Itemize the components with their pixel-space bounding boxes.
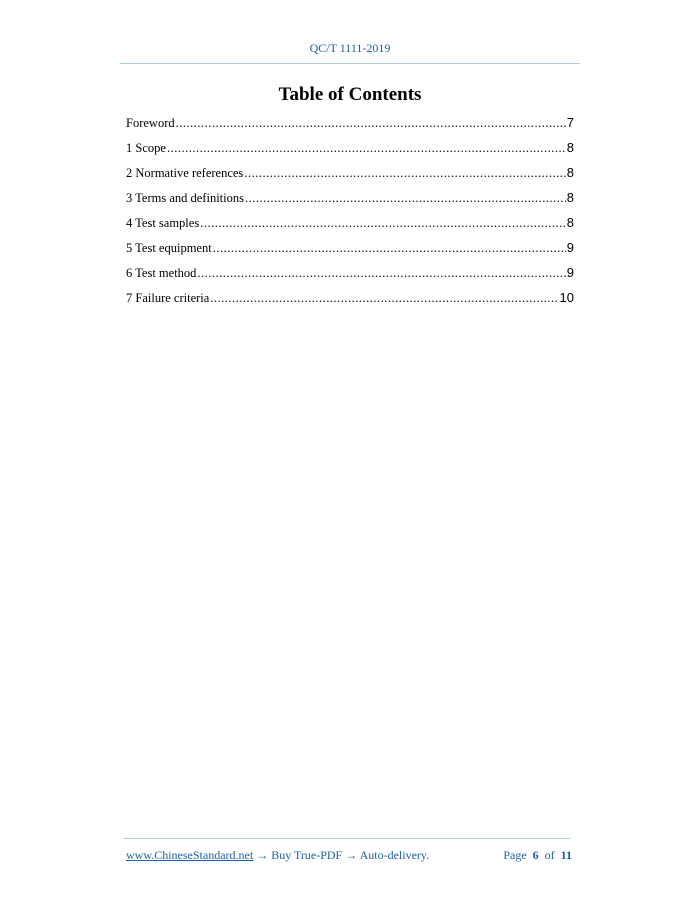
footer-divider: [124, 838, 570, 839]
toc-entry-page: 8: [566, 190, 574, 205]
total-pages-number: 11: [560, 848, 572, 862]
toc-leader-dots: [200, 216, 566, 231]
toc-entry-label: 6 Test method: [126, 266, 197, 280]
toc-entry-label: 7 Failure criteria: [126, 291, 210, 305]
toc-entry-page: 7: [566, 115, 574, 130]
toc-entry-test-equipment[interactable]: [126, 240, 574, 265]
footer-promo: [126, 848, 429, 863]
toc-leader-dots: [197, 266, 565, 281]
buy-true-pdf-link[interactable]: Buy True-PDF: [271, 848, 343, 862]
toc-leader-dots: [213, 241, 566, 256]
toc-entry-label: 5 Test equipment: [126, 241, 212, 255]
toc-entry-normative-references[interactable]: [126, 165, 574, 190]
toc-title: Table of Contents: [278, 84, 422, 105]
toc-list: [126, 115, 574, 315]
toc-leader-dots: [176, 116, 566, 131]
toc-entry-failure-criteria[interactable]: [126, 290, 574, 315]
toc-entry-page: 8: [566, 215, 574, 230]
toc-entry-scope[interactable]: [126, 140, 574, 165]
auto-delivery-text: Auto-delivery.: [359, 848, 430, 862]
toc-entry-foreword[interactable]: [126, 115, 574, 140]
toc-entry-page: 9: [566, 265, 574, 280]
toc-entry-page: 9: [566, 240, 574, 255]
running-header: QC/T 1111-2019: [309, 41, 391, 55]
toc-entry-label: 3 Terms and definitions: [126, 191, 244, 205]
toc-entry-page: 8: [566, 140, 574, 155]
toc-entry-page: 8: [566, 165, 574, 180]
toc-entry-page: 10: [559, 290, 574, 305]
toc-entry-label: 2 Normative references: [126, 166, 244, 180]
arrow-right-icon: →: [345, 848, 358, 862]
site-link[interactable]: www.ChineseStandard.net: [126, 848, 254, 862]
of-word: of: [544, 848, 555, 862]
toc-entry-test-samples[interactable]: [126, 215, 574, 240]
toc-leader-dots: [167, 141, 566, 156]
header-divider: [120, 63, 580, 64]
arrow-right-icon: →: [256, 848, 269, 862]
toc-leader-dots: [210, 291, 558, 306]
toc-entry-test-method[interactable]: [126, 265, 574, 290]
toc-leader-dots: [245, 191, 566, 206]
toc-entry-label: Foreword: [126, 116, 175, 130]
toc-entry-terms-and-definitions[interactable]: [126, 190, 574, 215]
toc-entry-label: 4 Test samples: [126, 216, 200, 230]
current-page-number: 6: [532, 848, 539, 862]
toc-leader-dots: [244, 166, 565, 181]
page-indicator: [503, 848, 572, 863]
toc-entry-label: 1 Scope: [126, 141, 166, 155]
page-word: Page: [503, 848, 527, 862]
